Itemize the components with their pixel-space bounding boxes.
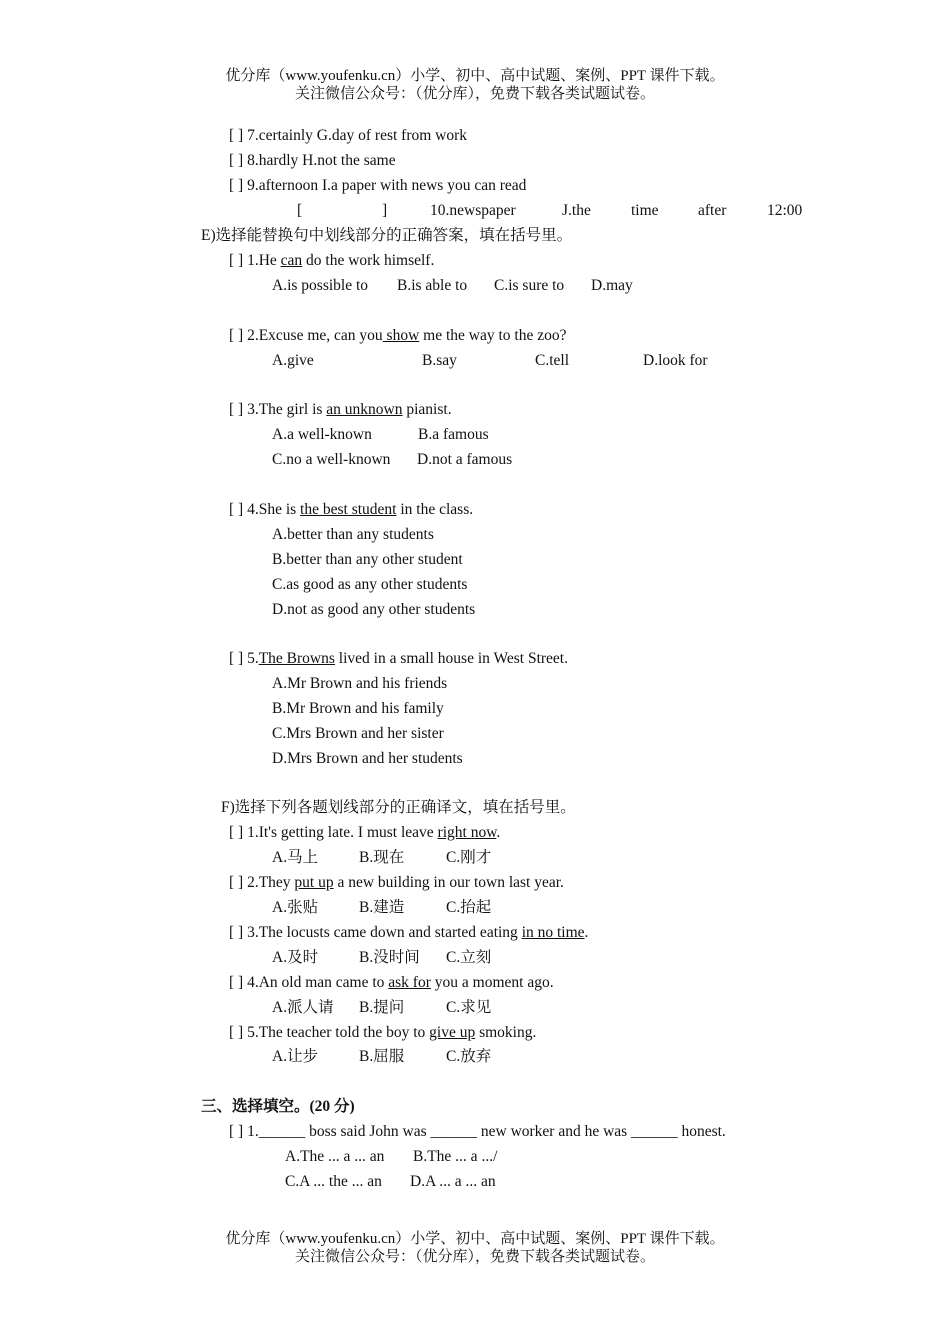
f4-option-b: B.提问: [359, 999, 405, 1016]
f-question-3: [ ] 3.The locusts came down and started eating in no time.: [229, 924, 589, 941]
e4-option-d: D.not as good any other students: [272, 601, 476, 618]
footer-line-1: 优分库（www.youfenku.cn）小学、初中、高中试题、案例、PPT 课件下载。: [225, 1231, 725, 1247]
f-question-2: [ ] 2.They put up a new building in our town last year.: [229, 874, 564, 891]
f5-option-c: C.放弃: [446, 1048, 492, 1065]
e4-option-a: A.better than any students: [272, 526, 434, 543]
e4-option-c: C.as good as any other students: [272, 576, 468, 593]
e2-option-d: D.look for: [643, 352, 708, 369]
e5-option-b: B.Mr Brown and his family: [272, 700, 444, 717]
section-3-title: 三、选择填空。(20 分): [201, 1098, 355, 1115]
section-e-title: E)选择能替换句中划线部分的正确答案，填在括号里。: [201, 227, 573, 244]
row10-word: 10.newspaper: [430, 202, 516, 219]
row10-def-3: after: [698, 202, 727, 219]
e2-option-b: B.say: [422, 352, 457, 369]
f2-option-a: A.张贴: [272, 899, 319, 916]
f5-option-a: A.让步: [272, 1048, 319, 1065]
f3-option-b: B.没时间: [359, 949, 420, 966]
header-line-1: 优分库（www.youfenku.cn）小学、初中、高中试题、案例、PPT 课件下载。: [225, 68, 725, 84]
footer-line-2: 关注微信公众号：（优分库），免费下载各类试题试卷。: [294, 1249, 655, 1265]
e1-option-c: C.is sure to: [494, 277, 565, 294]
e1-option-d: D.may: [591, 277, 633, 294]
e3-option-a: A.a well-known: [272, 426, 372, 443]
header-line-2: 关注微信公众号：（优分库），免费下载各类试题试卷。: [294, 86, 655, 102]
e-question-1: [ ] 1.He can do the work himself.: [229, 252, 435, 269]
s3-question-1: [ ] 1.______ boss said John was ______ new worker and he was ______ honest.: [229, 1123, 726, 1140]
f1-option-c: C.刚才: [446, 849, 492, 866]
e5-option-c: C.Mrs Brown and her sister: [272, 725, 444, 742]
row10-def-2: time: [631, 202, 659, 219]
matching-row-10: [0, 201, 950, 221]
s3q1-option-c: C.A ... the ... an: [285, 1173, 382, 1190]
e2-option-a: A.give: [272, 352, 314, 369]
f1-option-b: B.现在: [359, 849, 405, 866]
e1-option-a: A.is possible to: [272, 277, 369, 294]
s3q1-option-a: A.The ... a ... an: [285, 1148, 385, 1165]
matching-row-8: [ ] 8.hardly H.not the same: [229, 152, 396, 169]
bracket-close: ]: [382, 202, 388, 219]
e3-option-c: C.no a well-known: [272, 451, 391, 468]
e5-option-d: D.Mrs Brown and her students: [272, 750, 463, 767]
f-question-5: [ ] 5.The teacher told the boy to give up smoking.: [229, 1024, 537, 1041]
e1-option-b: B.is able to: [397, 277, 468, 294]
e3-option-b: B.a famous: [418, 426, 489, 443]
e2-option-c: C.tell: [535, 352, 570, 369]
e-question-5: [ ] 5.The Browns lived in a small house in West Street.: [229, 650, 568, 667]
e4-option-b: B.better than any other student: [272, 551, 463, 568]
e5-option-a: A.Mr Brown and his friends: [272, 675, 448, 692]
f5-option-b: B.屈服: [359, 1048, 405, 1065]
f2-option-b: B.建造: [359, 899, 405, 916]
matching-row-9: [ ] 9.afternoon I.a paper with news you can read: [229, 177, 527, 194]
matching-row-7: [ ] 7.certainly G.day of rest from work: [229, 127, 468, 144]
e-question-3: [ ] 3.The girl is an unknown pianist.: [229, 401, 452, 418]
e-question-4: [ ] 4.She is the best student in the class.: [229, 501, 474, 518]
section-f-title: F)选择下列各题划线部分的正确译文，填在括号里。: [221, 799, 576, 816]
e-question-2: [ ] 2.Excuse me, can you show me the way to the zoo?: [229, 327, 567, 344]
f3-option-a: A.及时: [272, 949, 319, 966]
f3-option-c: C.立刻: [446, 949, 492, 966]
bracket-open: [: [297, 202, 303, 219]
f-question-4: [ ] 4.An old man came to ask for you a moment ago.: [229, 974, 554, 991]
f1-option-a: A.马上: [272, 849, 319, 866]
f-question-1: [ ] 1.It's getting late. I must leave right now.: [229, 824, 501, 841]
f2-option-c: C.抬起: [446, 899, 492, 916]
f4-option-a: A.派人请: [272, 999, 334, 1016]
f4-option-c: C.求见: [446, 999, 492, 1016]
s3q1-option-d: D.A ... a ... an: [410, 1173, 496, 1190]
row10-def-4: 12:00: [767, 202, 803, 219]
e3-option-d: D.not a famous: [417, 451, 513, 468]
s3q1-option-b: B.The ... a .../: [413, 1148, 498, 1165]
row10-def-1: J.the: [562, 202, 591, 219]
